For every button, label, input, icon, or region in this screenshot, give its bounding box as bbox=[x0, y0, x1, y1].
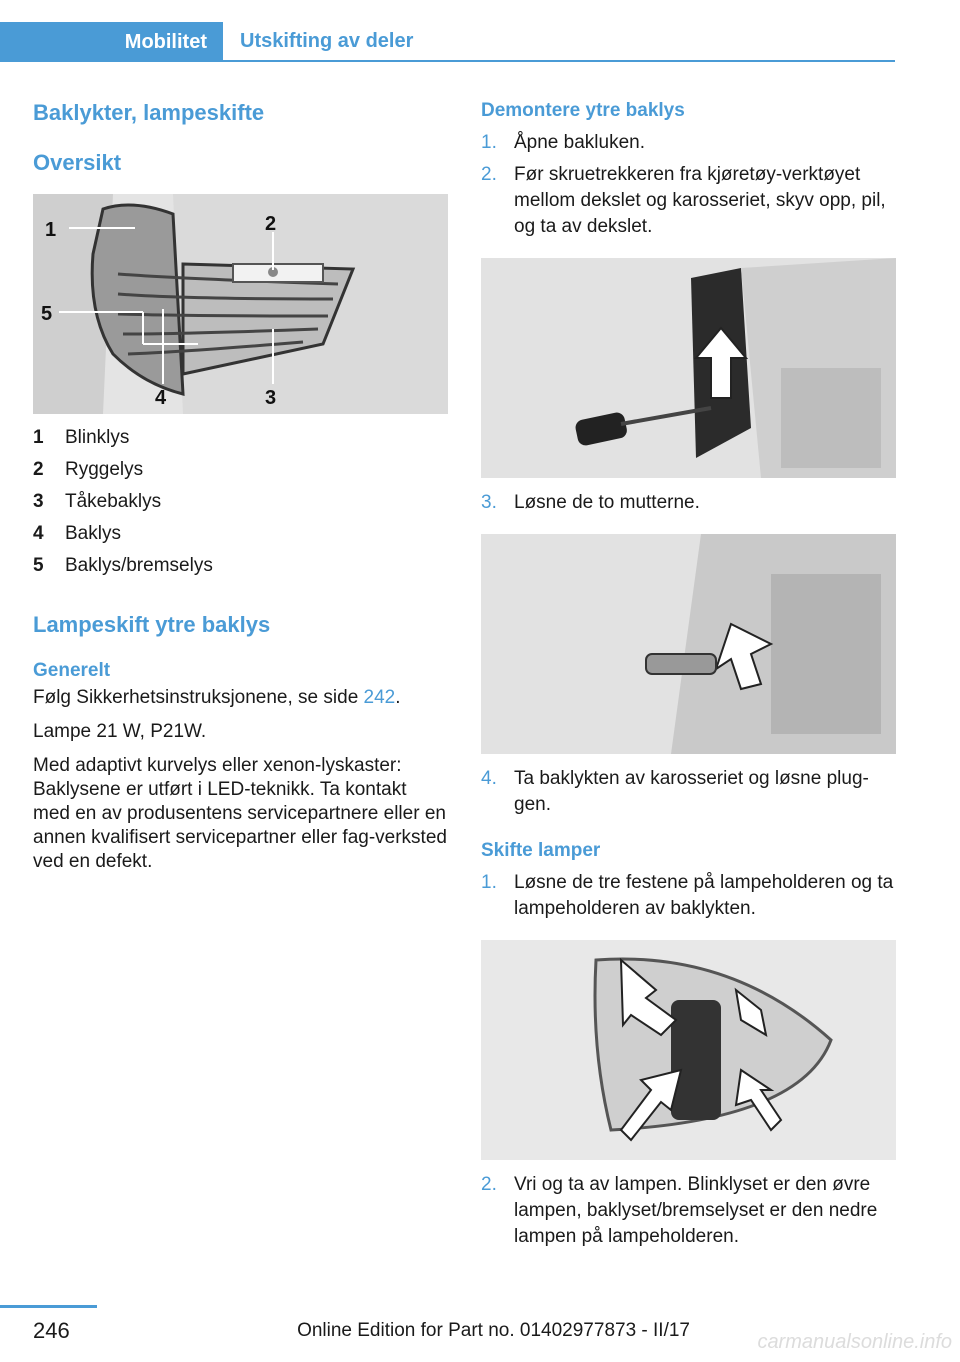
lampholder-illustration bbox=[481, 940, 896, 1160]
taillight-overview-figure bbox=[33, 194, 448, 414]
cover-removal-figure bbox=[481, 258, 896, 478]
nut-removal-figure bbox=[481, 534, 896, 754]
list-item: 3 Tåkebaklys bbox=[33, 491, 162, 512]
watermark: carmanualsonline.info bbox=[757, 1331, 952, 1353]
section-heading: Lampeskift ytre baklys bbox=[33, 612, 271, 637]
list-item: 1 Blinklys bbox=[33, 427, 130, 448]
tab-utskifting-av-deler[interactable]: Utskifting av deler bbox=[240, 30, 414, 52]
callout-2: 2 bbox=[265, 213, 277, 235]
left-column bbox=[33, 100, 448, 874]
list-item: 3. Løsne de to mutterne. bbox=[481, 492, 700, 513]
callout-5: 5 bbox=[41, 303, 53, 325]
footer-divider bbox=[0, 1305, 97, 1308]
header-divider bbox=[0, 60, 895, 62]
adaptive-light-paragraph: Med adaptivt kurvelys eller xenon-lyskaster: Baklysene er utført i LED-teknikk. Ta kontakt med en av produsentens servicepartnere eller en annen kvalifisert servicepartner eller fag-verksted ved en defekt. bbox=[33, 755, 447, 872]
tab-mobilitet[interactable]: Mobilitet bbox=[0, 22, 223, 62]
safety-paragraph: Følg Sikkerhetsinstruksjonene, se side 242. bbox=[33, 687, 401, 708]
list-item: 1. Åpne bakluken. bbox=[481, 132, 645, 153]
list-item: 4 Baklys bbox=[33, 523, 121, 544]
page-link[interactable]: 242 bbox=[363, 687, 396, 708]
page-title: Baklykter, lampeskifte bbox=[33, 100, 265, 125]
remove-heading: Demontere ytre baklys bbox=[481, 100, 685, 121]
lampholder-figure bbox=[481, 940, 896, 1160]
cover-removal-illustration bbox=[481, 258, 896, 478]
taillight-illustration bbox=[33, 194, 448, 414]
list-item: 5 Baklys/bremselys bbox=[33, 555, 213, 576]
list-item: 2 Ryggelys bbox=[33, 459, 144, 480]
overview-heading: Oversikt bbox=[33, 150, 122, 175]
callout-1: 1 bbox=[45, 219, 57, 241]
page-number: 246 bbox=[33, 1318, 70, 1343]
lamp-spec-paragraph: Lampe 21 W, P21W. bbox=[33, 721, 207, 742]
general-heading: Generelt bbox=[33, 660, 111, 681]
callout-4: 4 bbox=[155, 387, 167, 409]
list-item: 2. Vri og ta av lampen. Blinklyset er den øvre lampen, baklyset/bremselyset er den nedre lampen på lampeholderen. bbox=[481, 1174, 878, 1247]
edition-note: Online Edition for Part no. 01402977873 - II/17 bbox=[297, 1320, 690, 1341]
list-item: 2. Før skruetrekkeren fra kjøretøy-verktøyet mellom dekslet og karosseriet, skyv opp, pil, og ta av dekslet. bbox=[481, 164, 886, 237]
right-column bbox=[481, 100, 896, 1250]
legend-list bbox=[33, 422, 448, 582]
nut-removal-illustration bbox=[481, 534, 896, 754]
list-item: 4. Ta baklykten av karosseriet og løsne plug-gen. bbox=[481, 768, 869, 815]
change-lamps-heading: Skifte lamper bbox=[481, 840, 601, 861]
callout-3: 3 bbox=[265, 387, 277, 409]
list-item: 1. Løsne de tre festene på lampeholderen og ta lampeholderen av baklykten. bbox=[481, 872, 894, 919]
